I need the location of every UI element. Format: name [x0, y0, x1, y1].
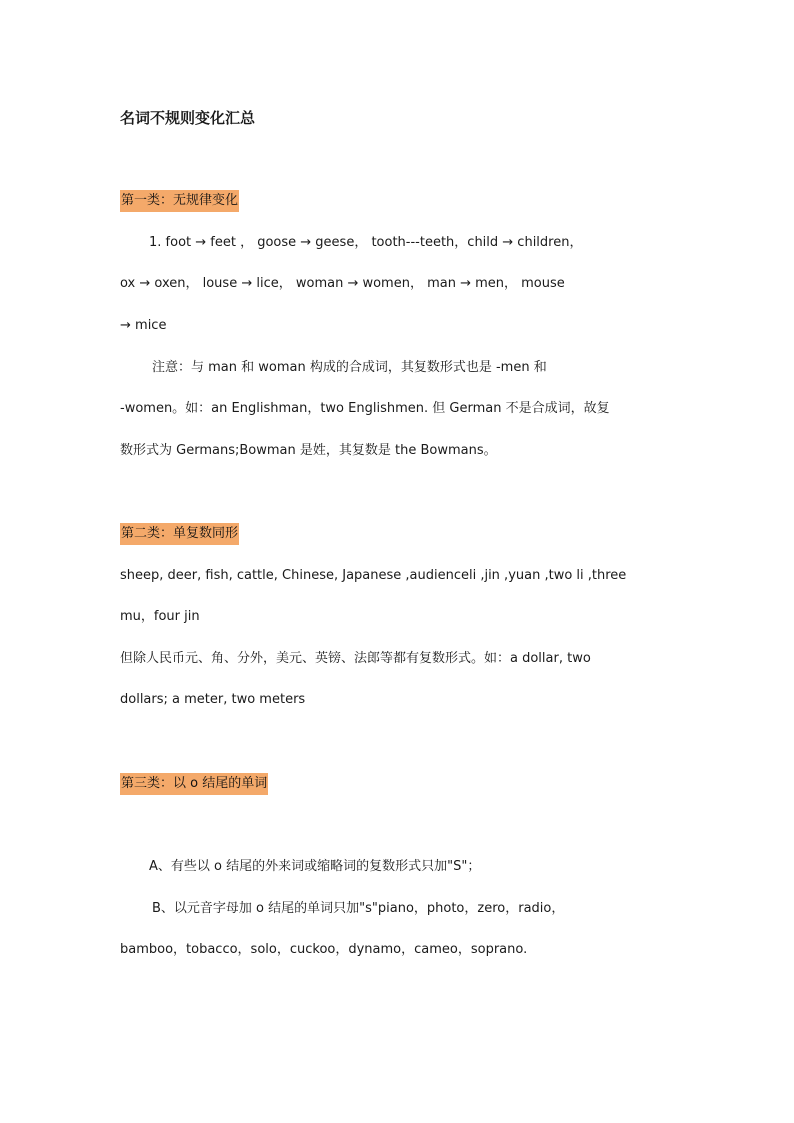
section-2-line-1: sheep, deer, fish, cattle, Chinese, Japanese ,audienceli ,jin ,yuan ,two li ,three [120, 568, 627, 583]
section-2-line-4: dollars; a meter, two meters [120, 692, 306, 707]
section-1-line-6: 数形式为 Germans;Bowman 是姓，其复数是 the Bowmans。 [120, 443, 497, 458]
section-1-line-5: -women。如：an Englishman，two Englishmen. 但 German 不是合成词，故复 [120, 401, 610, 416]
section-3-line-1: A、有些以 o 结尾的外来词或缩略词的复数形式只加"S"； [149, 859, 481, 874]
section-3-line-3: bamboo，tobacco，solo，cuckoo，dynamo，cameo，soprano. [120, 942, 528, 957]
section-1-line-2: ox → oxen， louse → lice， woman → women， man → men， mouse [120, 276, 565, 291]
section-1-line-3: → mice [120, 318, 167, 333]
section-heading-3: 第三类：以 o 结尾的单词 [120, 773, 268, 795]
section-heading-2: 第二类：单复数同形 [120, 523, 239, 545]
section-1-line-1: 1. foot → feet ， goose → geese， tooth---teeth，child → children， [149, 235, 583, 250]
section-1-line-4: 注意：与 man 和 woman 构成的合成词，其复数形式也是 -men 和 [152, 360, 547, 375]
section-2-line-2: mu，four jin [120, 609, 200, 624]
section-2-line-3: 但除人民币元、角、分外，美元、英镑、法郎等都有复数形式。如：a dollar, two [120, 651, 591, 666]
section-heading-1: 第一类：无规律变化 [120, 190, 239, 212]
section-3-line-2: B、以元音字母加 o 结尾的单词只加"s"piano，photo，zero，radio， [152, 901, 565, 916]
page-title: 名词不规则变化汇总 [120, 109, 256, 127]
